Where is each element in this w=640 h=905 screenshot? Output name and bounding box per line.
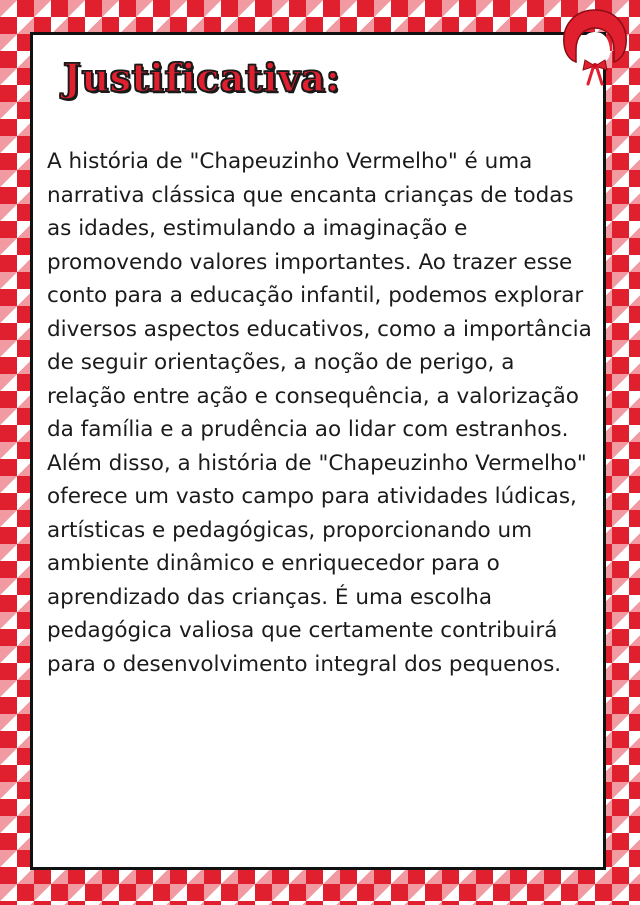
- content-card: [30, 32, 606, 870]
- red-riding-hood-icon: [558, 6, 632, 88]
- page-title: Justificativa:: [63, 55, 341, 100]
- justification-paragraph: A história de "Chapeuzinho Vermelho" é uma narrativa clássica que encanta crianças de todas as idades, estimulando a imaginação e promovendo valores importantes. Ao trazer esse conto para a educação infantil, podemos explorar diversos aspectos educativos, como a importância de seguir orientações, a noção de perigo, a relação entre ação e consequência, a valorização da família e a prudência ao lidar com estranhos. Além disso, a história de "Chapeuzinho Vermelho" oferece um vasto campo para atividades lúdicas, artísticas e pedagógicas, proporcionando um ambiente dinâmico e enriquecedor para o aprendizado das crianças. É uma escolha pedagógica valiosa que certamente contribuirá para o desenvolvimento integral dos pequenos.: [47, 149, 592, 677]
